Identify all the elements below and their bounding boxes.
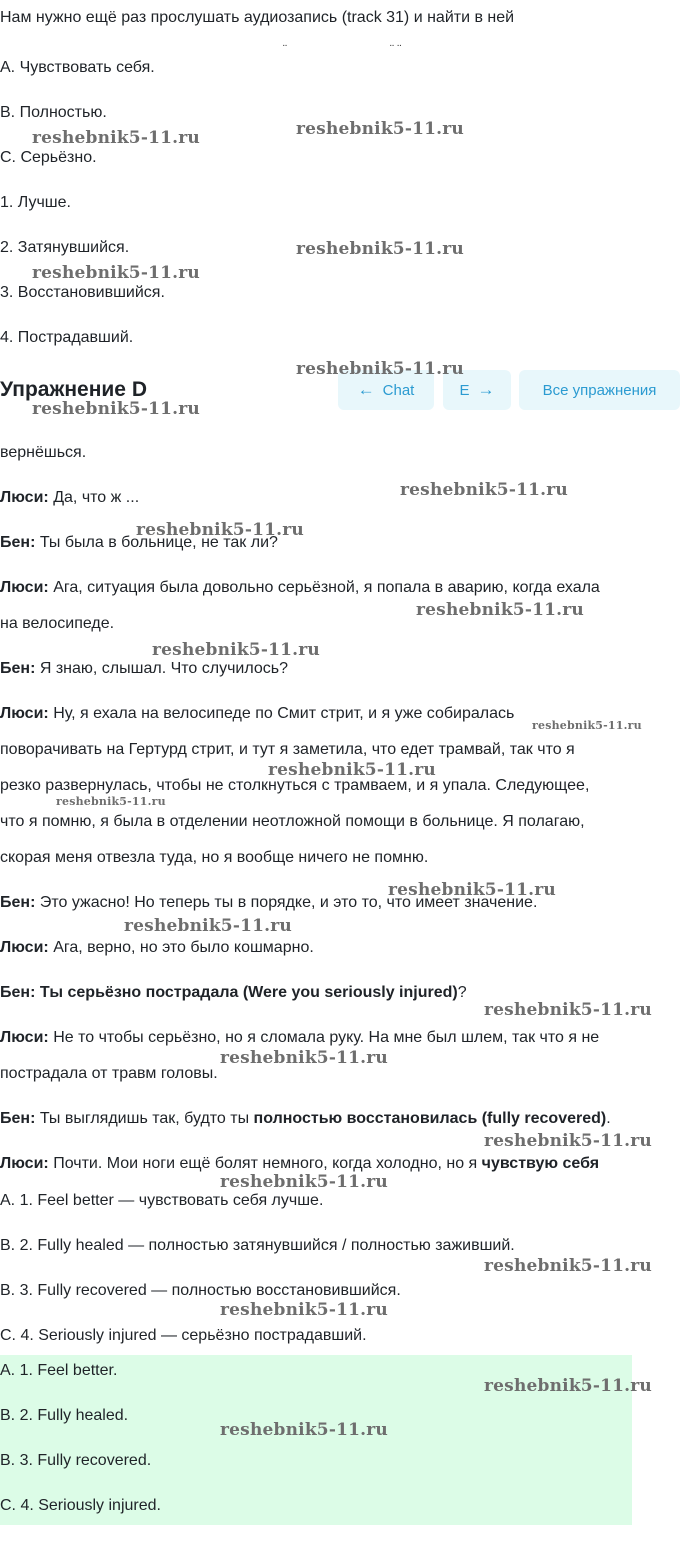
speaker-text: Да, что ж ...: [48, 489, 140, 506]
all-exercises-button[interactable]: [519, 370, 680, 410]
answer-line: A. 1. Feel better.: [0, 1362, 118, 1379]
watermark: reshebnik5-11.ru: [136, 520, 304, 540]
dialogue-line: [0, 659, 288, 679]
speaker-text: Я знаю, слышал. Что случилось?: [35, 660, 289, 677]
watermark: reshebnik5-11.ru: [388, 880, 556, 900]
watermark: reshebnik5-11.ru: [296, 119, 464, 139]
option-1: 1. Лучше.: [0, 194, 71, 211]
speaker-name: Люси:: [0, 489, 49, 506]
speaker-name: Люси:: [0, 705, 49, 722]
watermark: reshebnik5-11.ru: [32, 128, 200, 148]
watermark: reshebnik5-11.ru: [220, 1300, 388, 1320]
arrow-right-icon: →: [477, 380, 495, 399]
match-line: B. 3. Fully recovered — полностью восстановившийся.: [0, 1282, 401, 1299]
speaker-name: Бен:: [0, 984, 36, 1001]
answer-line: C. 4. Seriously injured.: [0, 1497, 161, 1514]
match-line: A. 1. Feel better — чувствовать себя лучше.: [0, 1192, 324, 1209]
dialogue-line: что я помню, я была в отделении неотложной помощи в больнице. Я полагаю,: [0, 813, 585, 830]
watermark: reshebnik5-11.ru: [532, 719, 642, 732]
speaker-name: Люси:: [0, 579, 49, 596]
all-exercises-label: Все упражнения: [542, 381, 657, 399]
intro-text: Нам нужно ещё раз прослушать аудиозапись (track 31) и найти в ней: [0, 9, 515, 26]
highlight-phrase: чувствую себя: [481, 1155, 600, 1172]
dialogue-line: [0, 704, 514, 724]
watermark: reshebnik5-11.ru: [268, 760, 436, 780]
dialogue-line: [0, 938, 314, 958]
watermark: reshebnik5-11.ru: [416, 600, 584, 620]
match-line: C. 4. Seriously injured — серьёзно пострадавший.: [0, 1327, 367, 1344]
speaker-name: Люси:: [0, 1155, 49, 1172]
option-b: B. Полностью.: [0, 104, 107, 121]
option-a: A. Чувствовать себя.: [0, 59, 155, 76]
speaker-text: Ты выглядишь так, будто ты: [35, 1110, 254, 1127]
option-2: 2. Затянувшийся.: [0, 239, 130, 256]
watermark: reshebnik5-11.ru: [296, 359, 464, 379]
speaker-name: Бен:: [0, 534, 36, 551]
speaker-name: Бен:: [0, 894, 36, 911]
speaker-name: Люси:: [0, 1029, 49, 1046]
answer-line: B. 3. Fully recovered.: [0, 1452, 152, 1469]
exercise-title: Упражнение D: [0, 378, 147, 401]
watermark: reshebnik5-11.ru: [32, 399, 200, 419]
dialogue-line: вернёшься.: [0, 444, 87, 461]
watermark: reshebnik5-11.ru: [220, 1420, 388, 1440]
speaker-text: Ну, я ехала на велосипеде по Смит стрит, и я уже собиралась: [48, 705, 515, 722]
answer-line: B. 2. Fully healed.: [0, 1407, 129, 1424]
option-4: 4. Пострадавший.: [0, 329, 134, 346]
arrow-left-icon: ←: [357, 380, 375, 399]
watermark: reshebnik5-11.ru: [152, 640, 320, 660]
speaker-name: Люси:: [0, 939, 49, 956]
watermark: reshebnik5-11.ru: [220, 1172, 388, 1192]
watermark: reshebnik5-11.ru: [400, 480, 568, 500]
watermark: reshebnik5-11.ru: [56, 795, 166, 808]
watermark: reshebnik5-11.ru: [220, 1048, 388, 1068]
speaker-text: Почти. Мои ноги ещё болят немного, когда холодно, но я: [48, 1155, 482, 1172]
dialogue-line: на велосипеде.: [0, 615, 115, 632]
speaker-name: Бен:: [0, 660, 36, 677]
speaker-name: Бен:: [0, 1110, 36, 1127]
dialogue-line: скорая меня отвезла туда, но я вообще ничего не помню.: [0, 849, 429, 866]
speaker-text: Ты была в больнице, не так ли?: [35, 534, 278, 551]
dialogue-line: резко развернулась, чтобы не столкнуться с трамваем, и я упала. Следующее,: [0, 777, 590, 794]
prev-exercise-label: Chat: [382, 381, 415, 399]
speaker-text: Это ужасно! Но теперь ты в порядке, и это то, что имеет значение.: [35, 894, 538, 911]
option-3: 3. Восстановившийся.: [0, 284, 165, 301]
match-line: B. 2. Fully healed — полностью затянувшийся / полностью заживший.: [0, 1237, 515, 1254]
speaker-text: Ага, верно, но это было кошмарно.: [48, 939, 314, 956]
watermark: reshebnik5-11.ru: [484, 1256, 652, 1276]
speaker-text: .: [606, 1110, 611, 1127]
hidden-text-dots: ¨ ¨: [390, 42, 402, 56]
dialogue-line: [0, 983, 467, 1003]
watermark: reshebnik5-11.ru: [296, 239, 464, 259]
watermark: reshebnik5-11.ru: [484, 1131, 652, 1151]
dialogue-line: [0, 578, 600, 598]
watermark: reshebnik5-11.ru: [124, 916, 292, 936]
next-exercise-label: E: [459, 381, 470, 399]
hidden-text-dots: ¨: [283, 42, 287, 56]
highlight-phrase: Ты серьёзно пострадала (Were you seriously injured): [35, 984, 458, 1001]
watermark: reshebnik5-11.ru: [32, 263, 200, 283]
dialogue-line: [0, 1109, 611, 1129]
watermark: reshebnik5-11.ru: [484, 1376, 652, 1396]
dialogue-line: [0, 488, 139, 508]
dialogue-line: пострадала от травм головы.: [0, 1065, 218, 1082]
watermark: reshebnik5-11.ru: [484, 1000, 652, 1020]
speaker-text: ?: [457, 984, 467, 1001]
dialogue-line: поворачивать на Гертурд стрит, и тут я заметила, что едет трамвай, так что я: [0, 741, 575, 758]
dialogue-line: [0, 1154, 599, 1174]
speaker-text: Не то чтобы серьёзно, но я сломала руку. На мне был шлем, так что я не: [48, 1029, 600, 1046]
highlight-phrase: полностью восстановилась (fully recovered): [253, 1110, 607, 1127]
dialogue-line: [0, 1028, 599, 1048]
speaker-text: Ага, ситуация была довольно серьёзной, я попала в аварию, когда ехала: [48, 579, 600, 596]
option-c: C. Серьёзно.: [0, 149, 97, 166]
